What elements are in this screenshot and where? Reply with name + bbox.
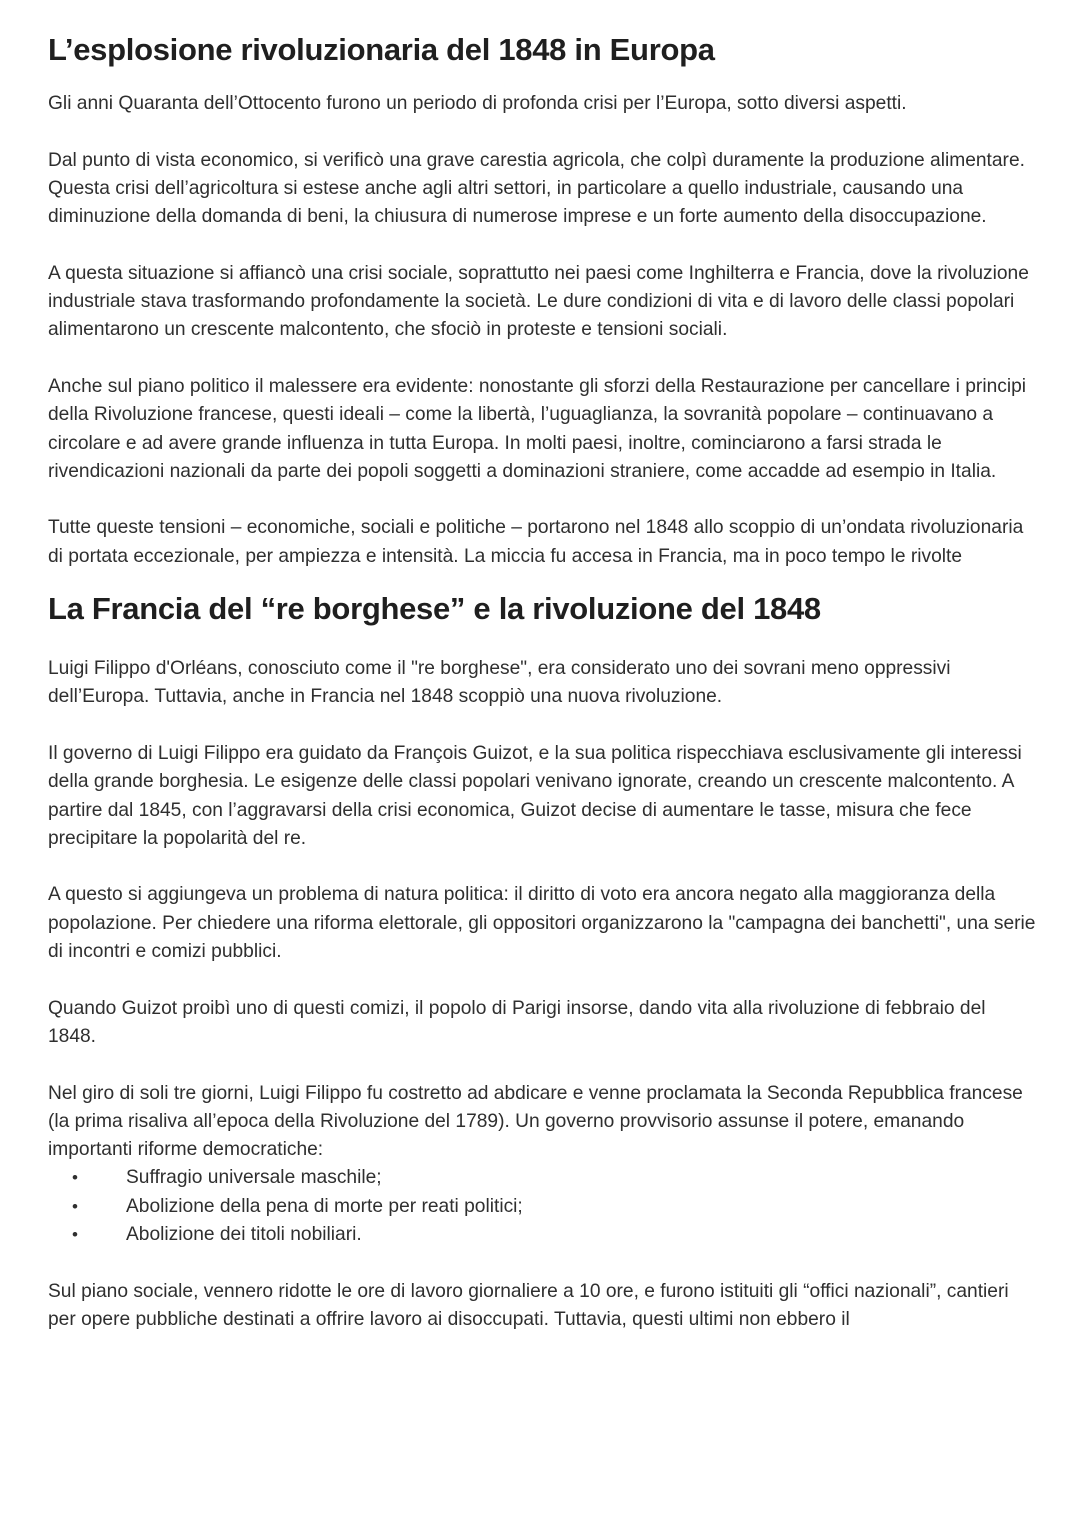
paragraph: Quando Guizot proibì uno di questi comizi, il popolo di Parigi insorse, dando vita alla rivoluzione di febbraio del 1848. — [48, 997, 986, 1047]
section-title-europe-1848: L’esplosione rivoluzionaria del 1848 in Europa — [48, 32, 715, 67]
reforms-list — [48, 1164, 1038, 1249]
list-item-text: Abolizione dei titoli nobiliari. — [126, 1223, 362, 1245]
paragraph: Sul piano sociale, vennero ridotte le ore di lavoro giornaliere a 10 ore, e furono istituiti gli “offici nazionali”, cantieri per opere pubbliche destinati a offrire lavoro ai disoccupati. Tuttavia, questi ultimi non ebbero il — [48, 1280, 1009, 1330]
paragraph: Tutte queste tensioni – economiche, sociali e politiche – portarono nel 1848 allo scoppio di un’ondata rivoluzionaria di portata eccezionale, per ampiezza e intensità. La miccia fu accesa in Francia, ma in poco tempo le rivolte — [48, 517, 1024, 567]
bullet-icon: • — [72, 1224, 78, 1244]
list-item-text: Suffragio universale maschile; — [126, 1167, 382, 1189]
document-page — [48, 30, 1038, 1334]
paragraph: Il governo di Luigi Filippo era guidato da François Guizot, e la sua politica rispecchiava esclusivamente gli interessi della grande borghesia. Le esigenze delle classi popolari venivano ignorate, creando un crescente malcontento. A partire dal 1845, con l’aggravarsi della crisi economica, Guizot decise di aumentare le tasse, misura che fece precipitare la popolarità del re. — [48, 742, 1022, 849]
bullet-icon: • — [72, 1196, 78, 1216]
list-item — [48, 1164, 1038, 1192]
paragraph: Gli anni Quaranta dell’Ottocento furono un periodo di profonda crisi per l’Europa, sotto diversi aspetti. — [48, 93, 907, 114]
bullet-icon: • — [72, 1168, 78, 1188]
paragraph: A questa situazione si affiancò una crisi sociale, soprattutto nei paesi come Inghilterra e Francia, dove la rivoluzione industriale stava trasformando profondamente la società. Le dure condizioni di vita e di lavoro delle classi popolari alimentarono un crescente malcontento, che sfociò in proteste e tensioni sociali. — [48, 262, 1029, 341]
paragraph: A questo si aggiungeva un problema di natura politica: il diritto di voto era ancora negato alla maggioranza della popolazione. Per chiedere una riforma elettorale, gli oppositori organizzarono la "campagna dei banchetti", una serie di incontri e comizi pubblici. — [48, 884, 1036, 963]
list-item-text: Abolizione della pena di morte per reati politici; — [126, 1195, 523, 1217]
paragraph: Luigi Filippo d'Orléans, conosciuto come il "re borghese", era considerato uno dei sovrani meno oppressivi dell’Europa. Tuttavia, anche in Francia nel 1848 scoppiò una nuova rivoluzione. — [48, 658, 951, 708]
paragraph: Dal punto di vista economico, si verificò una grave carestia agricola, che colpì duramente la produzione alimentare. Questa crisi dell’agricoltura si estese anche agli altri settori, in particolare a quello industriale, causando una diminuzione della domanda di beni, la chiusura di numerose imprese e un forte aumento della disoccupazione. — [48, 149, 1025, 228]
paragraph: Anche sul piano politico il malessere era evidente: nonostante gli sforzi della Restaurazione per cancellare i principi della Rivoluzione francese, questi ideali – come la libertà, l’uguaglianza, la sovranità popolare – continuavano a circolare e ad avere grande influenza in tutta Europa. In molti paesi, inoltre, cominciarono a farsi strada le rivendicazioni nazionali da parte dei popoli soggetti a dominazioni straniere, come accadde ad esempio in Italia. — [48, 375, 1027, 482]
section-title-france-1848: La Francia del “re borghese” e la rivoluzione del 1848 — [48, 591, 821, 627]
list-item — [48, 1221, 1038, 1249]
list-item — [48, 1193, 1038, 1221]
paragraph: Nel giro di soli tre giorni, Luigi Filippo fu costretto ad abdicare e venne proclamata la Seconda Repubblica francese (la prima risaliva all’epoca della Rivoluzione del 1789). Un governo provvisorio assunse il potere, emanando importanti riforme democratiche: — [48, 1082, 1023, 1161]
